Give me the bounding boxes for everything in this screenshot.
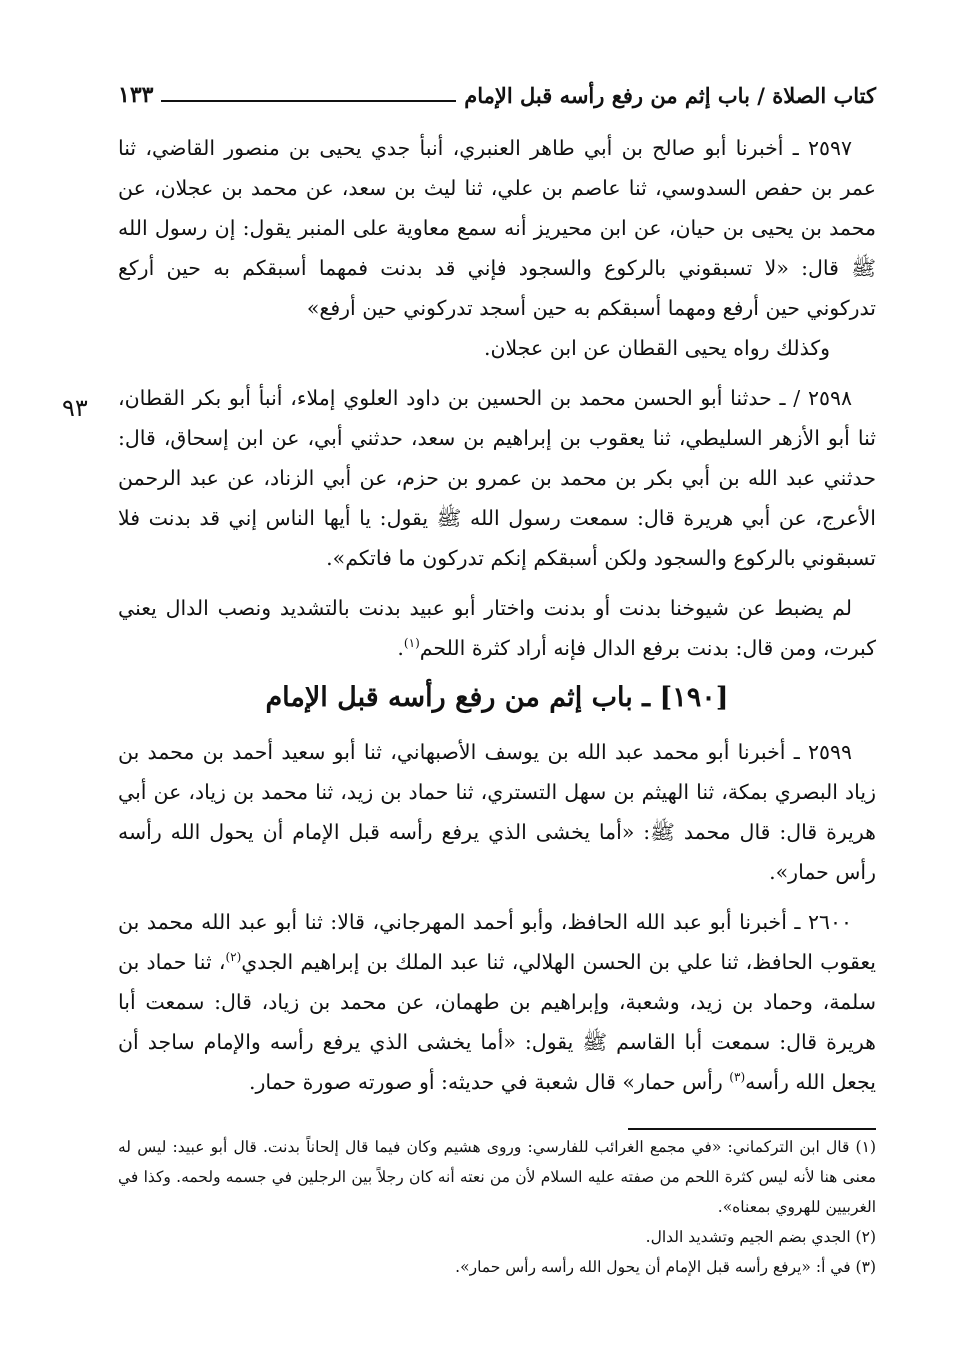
- page-number: ١٣٣: [118, 82, 154, 108]
- running-title: كتاب الصلاة / باب إثم من رفع رأسه قبل الإمام: [464, 83, 876, 108]
- hadith-2597-comment: وكذلك رواه يحيى القطان عن ابن عجلان.: [483, 336, 830, 360]
- main-text: [118, 128, 876, 1102]
- note-text: لم يضبط عن شيوخنا بدنت أو بدنت واختار أبو عبيد بدنت بالتشديد ونصب الدال يعني كبرت، ومن قال: بدنت برفع الدال فإنه أراد كثرة اللحم: [118, 596, 876, 660]
- page-header: [118, 74, 876, 108]
- hadith-2600: [118, 902, 876, 1102]
- header-rule: [161, 100, 456, 102]
- footnote-2: (٢) الجدي بضم الجيم وتشديد الدال.: [645, 1228, 876, 1246]
- footnote-3: (٣) في أ: «يرفع رأسه قبل الإمام أن يحول الله رأسه رأس حمار».: [455, 1258, 876, 1276]
- margin-page-marker: ٩٣: [62, 394, 88, 422]
- footnote-ref-2[interactable]: (٢): [225, 950, 242, 965]
- footnote-separator: [628, 1128, 876, 1130]
- chapter-title: [١٩٠] ـ باب إثم من رفع رأسه قبل الإمام: [265, 682, 729, 713]
- hadith-2600-part-c: رأس حمار» قال شعبة في حديثه: أو صورته صورة حمار.: [248, 1070, 730, 1094]
- footnotes: [118, 1132, 876, 1282]
- footnote-1: (١) قال ابن التركماني: «في مجمع الغرائب للفارسي: وروى هشيم وكان فيما قال إلحاناً بدنت. قال أبو عبيد: ليس له معنى هنا لأنه ليس كثرة اللحم من صفته عليه السلام لأن من نعته أنه كان رجلاً بين الرجلين في جسمه ولحمه. وكذا في الغربيين للهروي بمعناه».: [118, 1138, 876, 1216]
- hadith-2600-part-b: ، ثنا حماد بن سلمة، وحماد بن زيد، وشعبة، وإبراهيم بن طهمان، عن محمد بن زياد، قال: سمعت أبا هريرة قال: سمعت أبا القاسم ﷺ يقول: «أما يخشى الذي يرفع رأسه والإمام ساجد أن يجعل الله رأسه: [118, 950, 876, 1094]
- footnote-ref-1[interactable]: (١): [403, 636, 420, 651]
- footnote-ref-3[interactable]: (٣): [729, 1070, 746, 1085]
- hadith-2600-part-a: ٢٦٠٠ ـ أخبرنا أبو عبد الله الحافظ، وأبو أحمد المهرجاني، قالا: ثنا أبو عبد الله محمد بن يعقوب الحافظ، ثنا علي بن الحسن الهلالي، ثنا عبد الملك بن إبراهيم الجدي: [118, 910, 876, 974]
- hadith-2599: ٢٥٩٩ ـ أخبرنا أبو محمد عبد الله بن يوسف الأصبهاني، ثنا أبو سعيد أحمد بن محمد بن زياد البصري بمكة، ثنا الهيثم بن سهل التستري، ثنا حماد بن زيد، ثنا محمد بن زياد، عن أبي هريرة قال: قال محمد ﷺ: «أما يخشى الذي يرفع رأسه قبل الإمام أن يحول الله رأسه رأس حمار».: [118, 740, 876, 884]
- note-end: .: [397, 636, 404, 660]
- hadith-2597: ٢٥٩٧ ـ أخبرنا أبو صالح بن أبي طاهر العنبري، أنبأ جدي يحيى بن منصور القاضي، ثنا عمر بن حفص السدوسي، ثنا عاصم بن علي، ثنا ليث بن سعد، عن محمد بن عجلان، عن محمد بن يحيى بن حيان، عن ابن محيريز أنه سمع معاوية على المنبر يقول: إن رسول الله ﷺ قال: «لا تسبقوني بالركوع والسجود فإني قد بدنت فمهما أسبقكم به حين أركع تدركوني حين أرفع ومهما أسبقكم به حين أسجد تدركوني حين أرفع»: [118, 136, 876, 320]
- hadith-2598: ٢٥٩٨ / ـ حدثنا أبو الحسن محمد بن الحسين بن داود العلوي إملاء، أنبأ أبو بكر القطان، ثنا أبو الأزهر السليطي، ثنا يعقوب بن إبراهيم بن سعد، حدثني أبي، عن ابن إسحاق، قال: حدثني عبد الله بن أبي بكر بن محمد بن عمرو بن حزم، عن أبي الزناد، عن عبد الرحمن الأعرج، عن أبي هريرة قال: سمعت رسول الله ﷺ يقول: يا أيها الناس إني قد بدنت فلا تسبقوني بالركوع والسجود ولكن أسبقكم إنكم تدركون ما فاتكم».: [118, 386, 876, 570]
- hadith-2598-note: [118, 588, 876, 668]
